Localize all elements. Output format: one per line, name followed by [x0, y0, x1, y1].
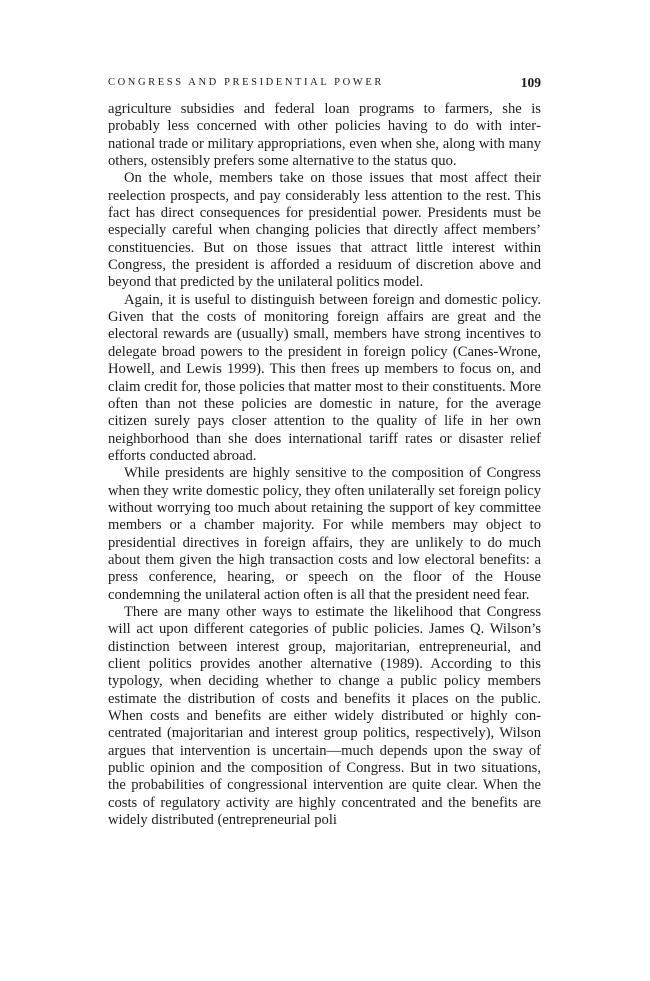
running-head — [108, 75, 541, 95]
paragraph: While presidents are highly sensitive to the composition of Congress when they write domestic policy, they often unilaterally set foreign policy without worrying too much about retaining the support of key committee members or a chamber majority. For while members may object to presidential directives in foreign affairs, they are unlikely to do much about them given the high transaction costs and low electoral benefits: a press conference, hearing, or speech on the floor of the House condemning the unilateral action often is all that the president need fear. — [108, 465, 541, 603]
paragraph: Again, it is useful to distinguish between foreign and domestic policy. Given that the costs of monitoring foreign affairs are great and the electoral rewards are (usually) small, members have strong incentives to delegate broad powers to the president in foreign policy (Canes-Wrone, Howell, and Lewis 1999). This then frees up members to focus on, and claim credit for, those policies that matter most to their constituents. More often than not these policies are domestic in nature, for the average citizen surely pays closer attention to the quality of life in her own neighborhood than she does international tariff rates or disaster relief efforts conducted abroad. — [108, 291, 541, 464]
paragraph: On the whole, members take on those issues that most affect their reelection prospects, and pay considerably less attention to the rest. This fact has direct consequences for presidential power. Presidents must be especially careful when changing policies that directly affect members’ constituencies. But on those issues that attract little interest within Congress, the president is afforded a residuum of discretion above and beyond that predicted by the unilateral politics model. — [108, 170, 541, 291]
paragraph-continuation: agriculture subsidies and federal loan programs to farmers, she is probably less concerned with other policies having to do with international trade or military appropriations, even when she, along with many others, ostensibly prefers some alternative to the status quo. — [108, 101, 541, 170]
running-title: CONGRESS AND PRESIDENTIAL POWER — [108, 77, 384, 88]
paragraph: There are many other ways to estimate the likelihood that Congress will act upon different categories of public policies. James Q. Wilson’s distinction between interest group, majoritarian, entrepreneurial, and client politics provides another alternative (1989). According to this typology, when deciding whether to change a public policy members estimate the distribution of costs and benefits it places on the public. When costs and benefits are either widely distributed or highly concentrated (majoritarian and interest group politics, respectively), Wilson argues that intervention is uncertain—much depends upon the sway of public opinion and the composition of Congress. But in two situations, the probabilities of congressional intervention are quite clear. When the costs of regulatory activity are highly concentrated and the benefits are widely distributed (entrepreneurial poli — [108, 603, 541, 829]
page-number: 109 — [520, 75, 541, 90]
body-text — [108, 101, 541, 829]
